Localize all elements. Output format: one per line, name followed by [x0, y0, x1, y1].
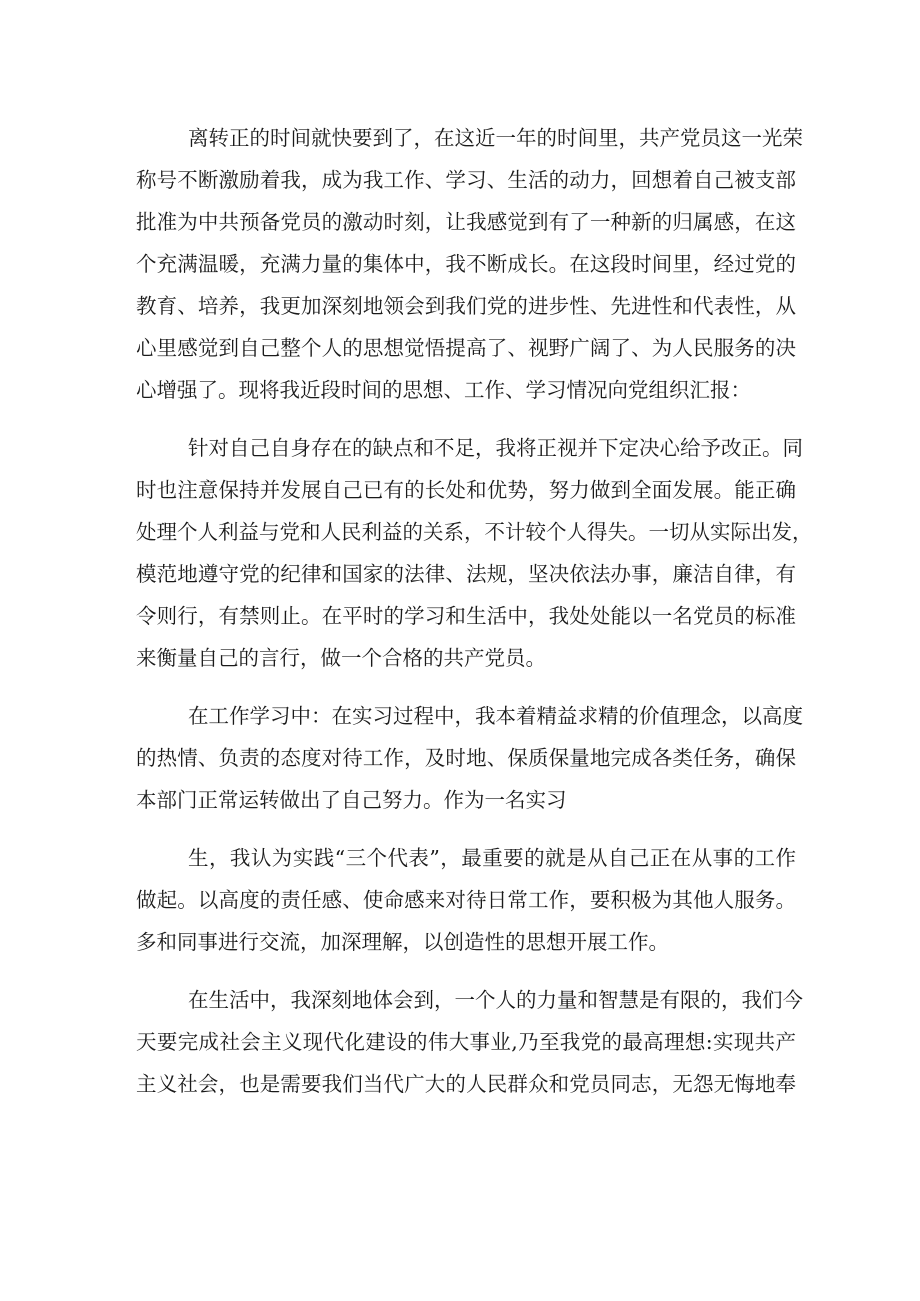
text-line: 针对自己自身存在的缺点和不足，我将正视并下定决心给予改正。同 [188, 436, 803, 460]
paragraph-4 [136, 837, 796, 963]
text-line: 生，我认为实践“三个代表”，最重要的就是从自己正在从事的工作 [188, 846, 796, 870]
paragraph-1 [136, 117, 803, 411]
text-line: 教育、培养，我更加深刻地领会到我们党的进步性、先进性和代表性，从 [136, 294, 796, 318]
text-line: 个充满温暖，充满力量的集体中，我不断成长。在这段时间里，经过党的 [136, 252, 796, 276]
text-line: 在生活中，我深刻地体会到，一个人的力量和智慧是有限的，我们今 [188, 988, 803, 1012]
text-line: 本部门正常运转做出了自己努力。作为一名实习 [136, 788, 567, 812]
text-line: 来衡量自己的言行，做一个合格的共产党员。 [136, 646, 546, 670]
text-line: 令则行，有禁则止。在平时的学习和生活中，我处处能以一名党员的标准 [136, 604, 796, 628]
text-line: 时也注意保持并发展自己已有的长处和优势，努力做到全面发展。能正确 [136, 478, 796, 502]
text-line: 的热情、负责的态度对待工作，及时地、保质保量地完成各类任务，确保 [136, 746, 796, 770]
document-body [136, 117, 813, 1121]
text-line: 心增强了。现将我近段时间的思想、工作、学习情况向党组织汇报： [136, 378, 751, 402]
text-line: 多和同事进行交流，加深理解，以创造性的思想开展工作。 [136, 930, 669, 954]
paragraph-2 [136, 427, 813, 679]
text-line: 批准为中共预备党员的激动时刻，让我感觉到有了一种新的归属感，在这 [136, 210, 796, 234]
text-line: 处理个人利益与党和人民利益的关系，不计较个人得失。一切从实际出发， [136, 520, 813, 544]
text-line: 做起。以高度的责任感、使命感来对待日常工作，要积极为其他人服务。 [136, 888, 796, 912]
text-line: 离转正的时间就快要到了，在这近一年的时间里，共产党员这一光荣 [188, 126, 803, 150]
text-line: 在工作学习中：在实习过程中，我本着精益求精的价值理念，以高度 [188, 704, 803, 728]
text-line: 模范地遵守党的纪律和国家的法律、法规，坚决依法办事，廉洁自律，有 [136, 562, 796, 586]
text-line: 心里感觉到自己整个人的思想觉悟提高了、视野广阔了、为人民服务的决 [136, 336, 796, 360]
paragraph-3 [136, 695, 803, 821]
text-line: 称号不断激励着我，成为我工作、学习、生活的动力，回想着自己被支部 [136, 168, 796, 192]
text-line: 主义社会，也是需要我们当代广大的人民群众和党员同志，无怨无悔地奉 [136, 1072, 796, 1096]
paragraph-5 [136, 979, 803, 1105]
text-line: 天要完成社会主义现代化建设的伟大事业,乃至我党的最高理想:实现共产 [136, 1030, 796, 1054]
